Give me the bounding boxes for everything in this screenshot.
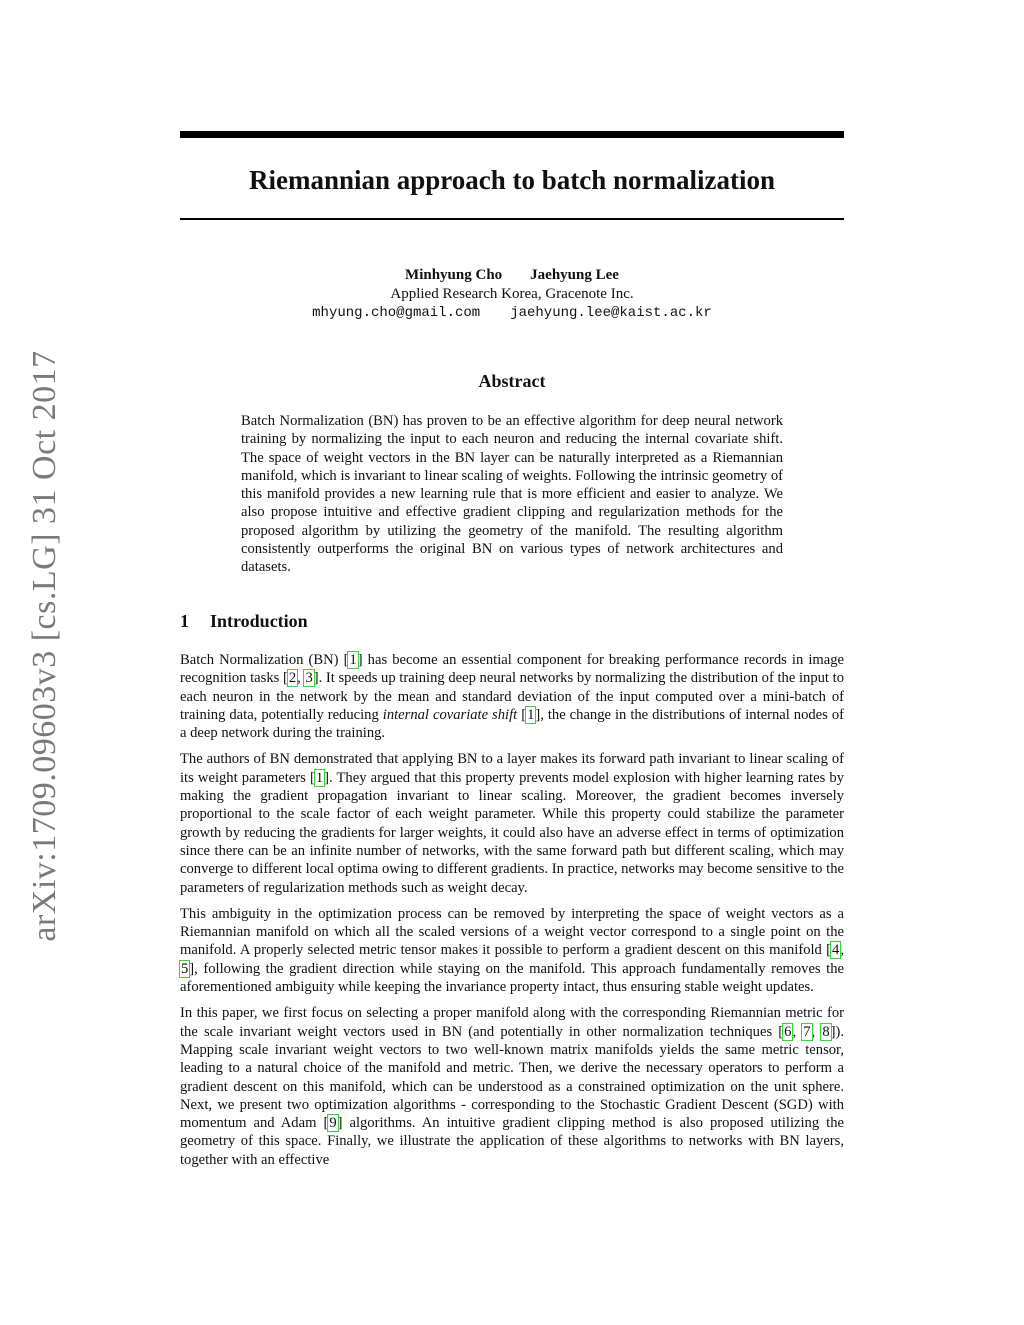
citation-link[interactable]: 1 bbox=[349, 652, 357, 668]
paper-title: Riemannian approach to batch normalization bbox=[248, 165, 776, 195]
author-name: Jaehyung Lee bbox=[530, 267, 619, 283]
author-name: Minhyung Cho bbox=[405, 267, 503, 283]
citation-link[interactable]: 1 bbox=[315, 769, 324, 786]
citation-link[interactable]: 7 bbox=[803, 1023, 811, 1040]
citation-link[interactable]: 5 bbox=[181, 960, 189, 977]
author-email[interactable]: jaehyung.lee@kaist.ac.kr bbox=[510, 305, 712, 321]
citation-link[interactable]: 9 bbox=[329, 1115, 337, 1132]
affiliation: Applied Research Korea, Gracenote Inc. bbox=[390, 286, 634, 302]
abstract-heading: Abstract bbox=[478, 371, 546, 391]
section-heading bbox=[180, 608, 844, 634]
paragraph: Batch Normalization (BN) [1] has become an essential component for breaking performance records in image recognition tasks [2, 3]. It speeds up training deep neural networks by normalizing the distribution of the input to each neuron in the network by the mean and standard deviation of the input computed over a mini-batch of training data, potentially reducing internal covariate shift [1], the change in the distributions of internal nodes of a deep network during the training. bbox=[180, 652, 844, 742]
title-rule-bottom bbox=[180, 218, 844, 220]
introduction-body bbox=[180, 651, 844, 1177]
title-rule-top bbox=[180, 131, 844, 138]
author-names bbox=[180, 266, 844, 285]
emphasis-term: internal covariate shift bbox=[382, 706, 518, 723]
citation-link[interactable]: 2 bbox=[288, 670, 297, 687]
citation-link[interactable]: 3 bbox=[305, 670, 313, 687]
author-email[interactable]: mhyung.cho@gmail.com bbox=[312, 305, 481, 321]
citation-link[interactable]: 4 bbox=[832, 942, 840, 959]
section-number: 1 bbox=[180, 611, 189, 631]
author-block bbox=[180, 266, 844, 323]
citation-link[interactable]: 1 bbox=[527, 706, 535, 723]
author-emails bbox=[180, 304, 844, 323]
arxiv-identifier: arXiv:1709.09603v3 [cs.LG] 31 Oct 2017 bbox=[26, 350, 63, 942]
citation-link[interactable]: 6 bbox=[784, 1023, 792, 1040]
abstract-text: Batch Normalization (BN) has proven to be an effective algorithm for deep neural network training by normalizing the input to each neuron and reducing the internal covariate shift. The space of weight vectors in the BN layer can be naturally interpreted as a Riemannian manifold, which is invariant to linear scaling of weights. Following the intrinsic geometry of this manifold provides a new learning rule that is more efficient and easier to analyze. We also propose intuitive and effective gradient clipping and regularization methods for the proposed algorithm by utilizing the geometry of the manifold. The resulting algorithm consistently outperforms the original BN on various types of network architectures and datasets. bbox=[241, 413, 783, 576]
paragraph: This ambiguity in the optimization process can be removed by interpreting the space of weight vectors as a Riemannian manifold on which all the scaled versions of a weight vector correspond to a single point on the manifold. A properly selected metric tensor makes it possible to perform a gradient descent on this manifold [4, 5], following the gradient direction while staying on the manifold. This approach fundamentally removes the aforementioned ambiguity while keeping the invariance property intact, thus ensuring stable weight updates. bbox=[180, 905, 844, 996]
section-title: Introduction bbox=[210, 611, 308, 631]
paragraph: The authors of BN demonstrated that applying BN to a layer makes its forward path invariant to linear scaling of its weight parameters [1]. They argued that this property prevents model explosion with higher learning rates by making the gradient propagation invariant to linear scaling. Moreover, the gradient becomes inversely proportional to the scale factor of each weight parameter. While this property could stabilize the parameter growth by reducing the gradients for larger weights, it could also have an adverse effect in terms of optimization since there can be an infinite number of networks, with the same forward path but different scaling, which may converge to different local optima owing to different gradients. In practice, networks may become sensitive to the parameters of regularization methods such as weight decay. bbox=[180, 751, 844, 896]
citation-link[interactable]: 8 bbox=[822, 1023, 830, 1040]
paragraph: In this paper, we first focus on selecting a proper manifold along with the corresponding Riemannian metric for the scale invariant weight vectors used in BN (and potentially in other normalization techniques [6, 7, 8]). Mapping scale invariant weight vectors to two well-known matrix manifolds yields the same metric tensor, leading to a natural choice of the manifold and metric. Then, we derive the necessary operators to perform a gradient descent on this manifold, which can be understood as a constrained optimization on the unit sphere. Next, we present two optimization algorithms - corresponding to the Stochastic Gradient Descent (SGD) with momentum and Adam [9] algorithms. An intuitive gradient clipping method is also proposed utilizing the geometry of this space. Finally, we illustrate the application of these algorithms to networks with BN layers, together with an effective bbox=[180, 1005, 844, 1168]
